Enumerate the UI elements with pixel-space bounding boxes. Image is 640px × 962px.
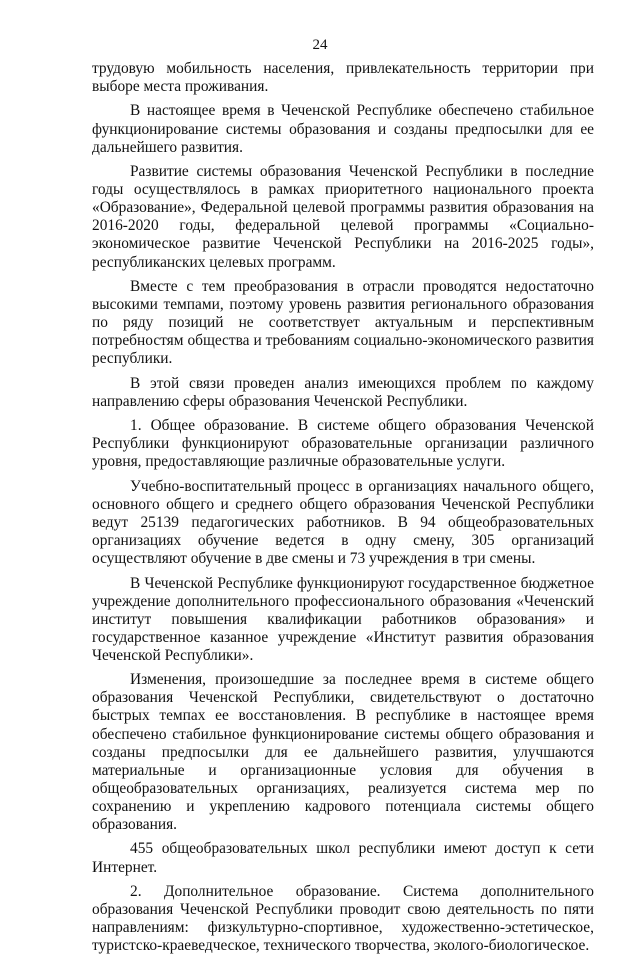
paragraph-general-education: 1. Общее образование. В системе общего образования Чеченской Республики функционируют образовательные организации различного уровня, предоставляющие различные образовательные услуги. bbox=[92, 417, 594, 471]
paragraph-institutes: В Чеченской Республике функционируют государственное бюджетное учреждение дополнительного профессионального образования «Чеченский институт повышения квалификации работников образования» и государственное казанное учреждение «Институт развития образования Чеченской Республики». bbox=[92, 574, 594, 664]
paragraph-internet-access: 455 общеобразовательных школ республики имеют доступ к сети Интернет. bbox=[92, 840, 594, 876]
paragraph-slow-reforms: Вместе с тем преобразования в отрасли проводятся недостаточно высокими темпами, поэтому уровень развития регионального образования по ряду позиций не соответствует актуальным и перспективным потребностям общества и требованиям социально-экономического развития республики. bbox=[92, 277, 594, 368]
document-body bbox=[92, 60, 594, 962]
paragraph-additional-education: 2. Дополнительное образование. Система дополнительного образования Чеченской Республики проводит свою деятельность по пяти направлениям: физкультурно-спортивное, художественно-эстетическое, туристско-краеведческое, технического творчества, эколого-биологическое. bbox=[92, 882, 594, 955]
paragraph-education-stability: В настоящее время в Чеченской Республике обеспечено стабильное функционирование системы образования и созданы предпосылки для ее дальнейшего развития. bbox=[92, 102, 594, 156]
paragraph-problem-analysis: В этой связи проведен анализ имеющихся проблем по каждому направлению сферы образования Чеченской Республики. bbox=[92, 374, 594, 410]
paragraph-education-development: Развитие системы образования Чеченской Республики в последние годы осуществлялось в рамках приоритетного национального проекта «Образование», Федеральной целевой программы развития образования на 2016-2020 годы, федеральной целевой программы «Социально-экономическое развитие Чеченской Республики на 2016-2025 годы», республиканских целевых программ. bbox=[92, 163, 594, 271]
paragraph-continuation: трудовую мобильность населения, привлекательность территории при выборе места проживания. bbox=[92, 60, 594, 96]
page-number: 24 bbox=[312, 37, 328, 53]
paragraph-teaching-staff: Учебно-воспитательный процесс в организациях начального общего, основного общего и среднего общего образования Чеченской Республики ведут 25139 педагогических работников. В 94 общеобразовательных организациях обучение ведется в одну смену, 305 организаций осуществляют обучение в две смены и 73 учреждения в три смены. bbox=[92, 477, 594, 568]
paragraph-recent-changes: Изменения, произошедшие за последнее время в системе общего образования Чеченской Республики, свидетельствуют о достаточно быстрых темпах ее восстановления. В республике в настоящее время обеспечено стабильное функционирование системы общего образования и созданы предпосылки для ее дальнейшего развития, улучшаются материальные и организационные условия для обучения в общеобразовательных организациях, реализуется система мер по сохранению и укреплению кадрового потенциала системы общего образования. bbox=[92, 671, 594, 834]
